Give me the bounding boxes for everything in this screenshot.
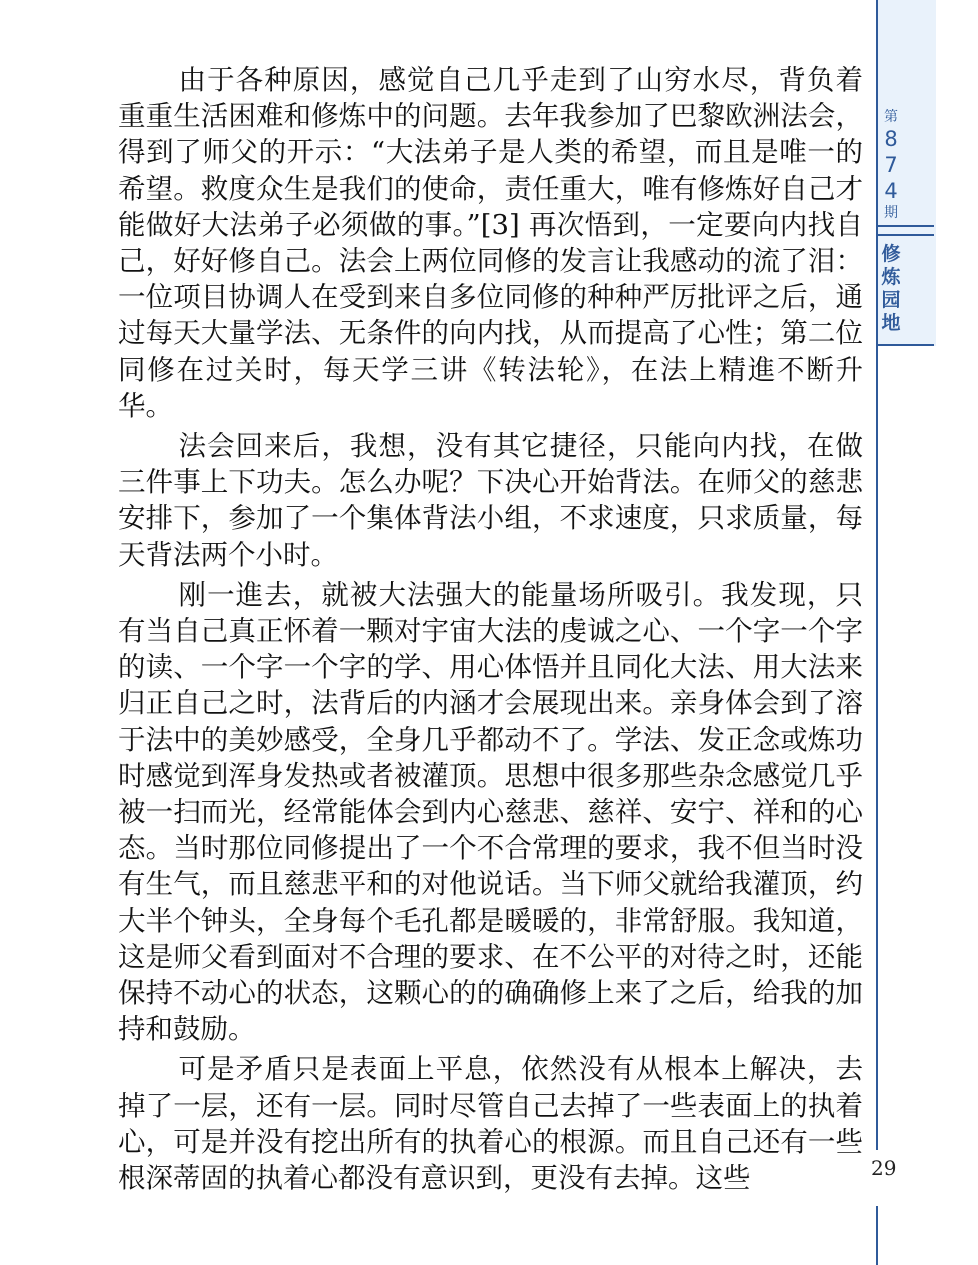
issue-prefix: 第 [884, 109, 898, 125]
column-title-char: 炼 [881, 266, 901, 288]
sidebar-divider [878, 344, 934, 346]
issue-suffix: 期 [884, 205, 898, 221]
column-title-char: 园 [881, 289, 901, 311]
article-body [118, 62, 863, 1196]
article-paragraph: 法会回来后，我想，没有其它捷径，只能向内找，在做三件事上下功夫。怎么办呢？下决心开始背法。在师父的慈悲安排下，参加了一个集体背法小组，不求速度，只求质量，每天背法两个小时。 [118, 430, 863, 571]
issue-label [878, 108, 904, 222]
issue-digit: 8 [884, 127, 898, 151]
article-paragraph: 可是矛盾只是表面上平息，依然没有从根本上解决，去掉了一层，还有一层。同时尽管自己去掉了一些表面上的执着心，可是并没有挖出所有的执着心的根源。而且自己还有一些根深蒂固的执着心都没有意识到，更没有去掉。这些 [118, 1053, 863, 1195]
article-paragraph: 由于各种原因，感觉自己几乎走到了山穷水尽，背负着重重生活困难和修炼中的问题。去年我参加了巴黎欧洲法会，得到了师父的开示：“大法弟子是人类的希望，而且是唯一的希望。救度众生是我们的使命，责任重大，唯有修炼好自己才能做好大法弟子必须做的事。”[3] 再次悟到，一定要向内找自己，好好修自己。法会上两位同修的发言让我感动的流了泪：一位项目协调人在受到来自多位同修的种种严厉批评之后，通过每天大量学法、无条件的向内找，从而提高了心性；第二位同修在过关时，每天学三讲《转法轮》，在法上精進不断升华。 [118, 64, 863, 422]
page-number: 29 [871, 1156, 897, 1180]
column-title [878, 243, 904, 335]
issue-digit: 7 [884, 153, 898, 177]
issue-digit: 4 [884, 179, 898, 203]
column-title-char: 修 [881, 243, 901, 265]
sidebar-divider [878, 234, 934, 236]
article-paragraph: 刚一進去，就被大法强大的能量场所吸引。我发现，只有当自己真正怀着一颗对宇宙大法的虔诚之心、一个字一个字的读、一个字一个字的学、用心体悟并且同化大法、用大法来归正自己之时，法背后的内涵才会展现出来。亲身体会到了溶于法中的美妙感受，全身几乎都动不了。学法、发正念或炼功时感觉到浑身发热或者被灌顶。思想中很多那些杂念感觉几乎被一扫而光，经常能体会到内心慈悲、慈祥、安宁、祥和的心态。当时那位同修提出了一个不合常理的要求，我不但当时没有生气，而且慈悲平和的对他说话。当下师父就给我灌顶，约大半个钟头，全身每个毛孔都是暖暖的，非常舒服。我知道，这是师父看到面对不合理的要求、在不公平的对待之时，还能保持不动心的状态，这颗心的的确确修上来了之后，给我的加持和鼓励。 [118, 578, 863, 1046]
sidebar-divider [878, 225, 934, 227]
column-title-char: 地 [881, 312, 901, 334]
